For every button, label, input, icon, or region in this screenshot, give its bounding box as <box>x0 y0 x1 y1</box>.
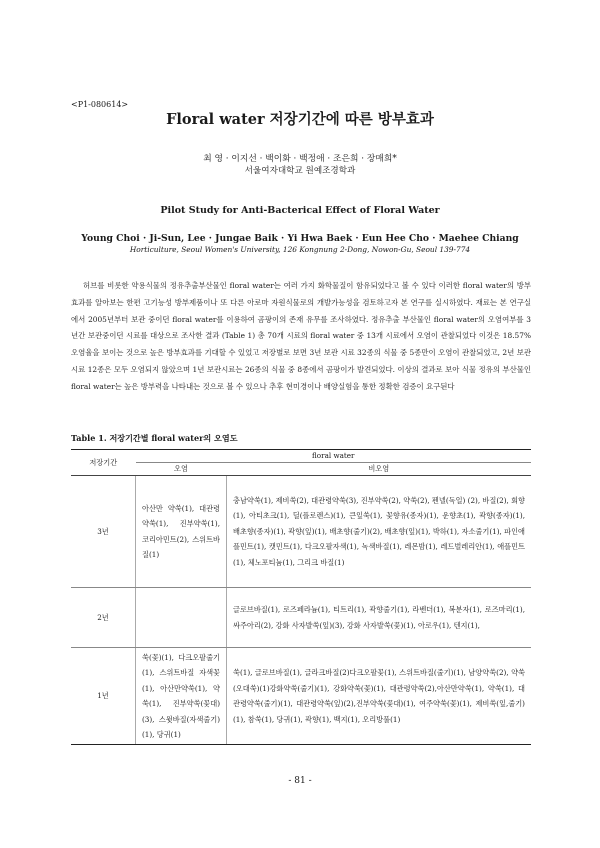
clean-cell: 글로브바질(1), 로즈페라늄(1), 티트리(1), 곽향줄기(1), 라벤더(1), 복분자(1), 로즈마리(1), 싸주아리(2), 강화 사자발쑥(잎)(3), 강화 사자발쑥(꽃)(1), 아로우(1), 텐지(1), <box>227 588 532 648</box>
contaminated-cell: 쑥(꽃)(1), 다크오팔줄기(1), 스위트바질 자색꽃(1), 아산만약쑥(1), 약쑥(1), 진부약쑥(꽃대)(3), 스윗바질(자색줄기)(1), 당귀(1) <box>136 648 227 745</box>
table-row <box>71 588 531 648</box>
clean-cell: 충남약쑥(1), 제비쑥(2), 대관령약쑥(3), 진부약쑥(2), 약쑥(2), 펜넬(독일) (2), 바질(2), 회향(1), 아티초크(1), 딜(플로렌스)(1), 큰잎쑥(1), 꽃향유(종자)(1), 운향초(1), 곽향(종자)(1), 배초향(종자)(1), 곽향(잎)(1), 배초향(줄기)(2), 배초향(잎)(1), 박하(1), 자소줄기(1), 파인애플민트(1), 캣민트(1), 다크오팔자색(1), 녹색바질(1), 레몬밤(1), 레드벌레리안(1), 애플민트(1), 체노포티늄(1), 그리크 바질(1) <box>227 476 532 588</box>
header-period: 저장기간 <box>71 450 136 476</box>
table-subheader-row <box>71 463 531 476</box>
authors-english: Young Choi · Ji-Sun, Lee · Jungae Baik · Yi Hwa Baek · Eun Hee Cho · Maehee Chiang <box>81 233 519 244</box>
abstract-code: <P1-080614> <box>71 100 129 109</box>
page-number: - 81 - <box>288 776 312 786</box>
table-header-row <box>71 450 531 463</box>
table-caption: Table 1. 저장기간별 floral water의 오염도 <box>71 433 238 443</box>
table-row <box>71 648 531 745</box>
header-contaminated: 오염 <box>136 463 227 476</box>
period-cell: 3년 <box>71 476 136 588</box>
table-row <box>71 476 531 588</box>
affiliation-korean: 서울여자대학교 원예조경학과 <box>244 166 356 176</box>
clean-cell: 쑥(1), 글로브바질(1), 글라크바질(2)다크오팔꽃(1), 스위트바질(줄기)(1), 남양약쑥(2), 약쑥(오대쑥)(1)강화약쑥(줄기)(1), 강화약쑥(꽃)(1), 대관령약쑥(2),아산만약쑥(1), 약쑥(1), 대관령약쑥(줄기)(1), 대관령약쑥(잎)(2),진부약쑥(꽃대)(1), 여주약쑥(꽃)(1), 제비쑥(잎,줄기)(1), 참쑥(1), 당귀(1), 곽향(1), 백지(1), 오리방풀(1) <box>227 648 532 745</box>
period-cell: 2년 <box>71 588 136 648</box>
contaminated-cell <box>136 588 227 648</box>
header-clean: 비오염 <box>227 463 532 476</box>
abstract-body: 허브를 비롯한 약용식물의 정유추출부산물인 floral water는 여러 가지 화학물질이 함유되었다고 볼 수 있다 이러한 floral water의 방부효과를 알아보는 한편 고기능성 방부제품이나 또 다른 아로마 자원식물로의 개발가능성을 검토하고자 본 연구를 실시하였다. 재료는 본 연구실에서 2005년부터 보관 중이던 floral water를 이용하여 곰팡이의 존재 유무를 조사하였다. 정유추출 부산물인 floral water의 오염여부를 3년간 보관중이던 시료를 대상으로 조사한 결과 (Table 1) 총 70개 시료의 floral water 중 13개 시료에서 오염이 관찰되었다 이것은 18.57% 오염율을 보이는 것으로 높은 방부효과를 기대할 수 있었고 저장별로 보면 3년 보관 시료 32종의 식물 중 5종만이 오염이 관찰되었고, 2년 보관시료 12종은 모두 오염되지 않았으며 1년 보관시료는 26종의 식물 중 8종에서 곰팡이가 발견되었다. 이상의 결과로 보아 식물 정유의 부산물인floral water는 높은 방부력을 나타내는 것으로 볼 수 있으나 추후 현미경이나 배양실험을 통한 정확한 검증이 요구된다 <box>71 281 531 391</box>
contaminated-cell: 아산만 약쑥(1), 대관령약쑥(1), 진부약쑥(1), 코리아민트(2), 스위트바질(1) <box>136 476 227 588</box>
affiliation-english: Horticulture, Seoul Women's University, 126 Kongnung 2-Dong, Nowon-Gu, Seoul 139-774 <box>129 245 471 254</box>
period-cell: 1년 <box>71 648 136 745</box>
contamination-table <box>71 449 531 745</box>
paper-title-english: Pilot Study for Anti-Bacterical Effect of Floral Water <box>160 205 440 216</box>
authors-korean: 최 영 · 이지선 · 백이화 · 백정애 · 조은희 · 장매희* <box>203 154 397 164</box>
paper-title: Floral water 저장기간에 따른 방부효과 <box>166 111 434 128</box>
header-floral-water: floral water <box>136 450 532 463</box>
